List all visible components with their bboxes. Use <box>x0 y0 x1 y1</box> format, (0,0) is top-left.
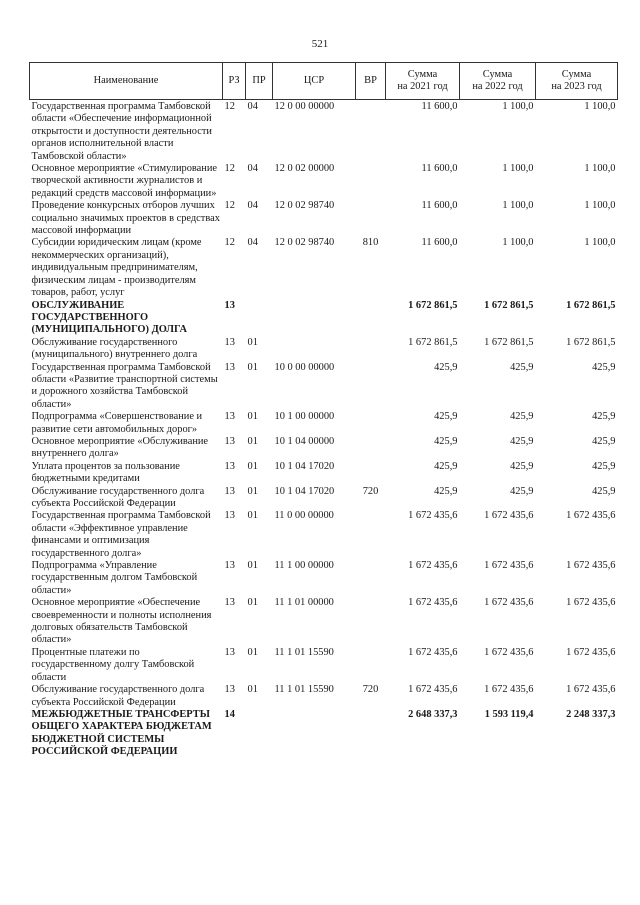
cell-sum-2022: 1 672 861,5 <box>484 336 534 348</box>
cell-name: Подпрограмма «Совершенствование и развитие сети автомобильных дорог» <box>31 411 203 435</box>
cell-sum-2023: 1 672 435,6 <box>566 510 616 522</box>
table-row <box>30 100 618 164</box>
table-row <box>30 461 618 486</box>
cell-sum-2022: 425,9 <box>510 361 534 373</box>
cell-rz: 14 <box>224 708 235 720</box>
cell-sum-2021: 1 672 435,6 <box>408 646 458 658</box>
cell-pr: 04 <box>247 101 258 112</box>
cell-sum-2022: 1 672 435,6 <box>484 646 534 658</box>
cell-vr <box>356 100 386 164</box>
cell-rz: 12 <box>224 237 235 249</box>
header-sum-2022-line2: на 2022 год <box>472 81 523 92</box>
cell-sum-2022: 1 100,0 <box>502 237 534 249</box>
cell-sum-2021: 1 672 861,5 <box>408 299 458 311</box>
table-row <box>30 597 618 647</box>
cell-sum-2021: 1 672 435,6 <box>408 560 458 572</box>
cell-sum-2021: 425,9 <box>434 485 458 497</box>
cell-rz: 13 <box>224 460 235 472</box>
cell-sum-2022: 425,9 <box>510 435 534 447</box>
table-row <box>30 362 618 412</box>
cell-name: Основное мероприятие «Стимулирование творческой активности журналистов и редакций средств массовой информации» <box>31 163 218 199</box>
cell-csr: 12 0 00 00000 <box>274 101 335 112</box>
cell-vr <box>356 436 386 461</box>
cell-csr: 12 0 02 00000 <box>274 163 335 175</box>
cell-rz: 12 <box>224 163 235 175</box>
cell-sum-2021: 425,9 <box>434 460 458 472</box>
table-row <box>30 411 618 436</box>
cell-vr: 810 <box>362 237 379 249</box>
header-vr: ВР <box>356 63 386 100</box>
cell-sum-2023: 1 100,0 <box>584 237 616 249</box>
cell-vr <box>356 200 386 237</box>
cell-sum-2021: 1 672 861,5 <box>408 336 458 348</box>
cell-name: Государственная программа Тамбовской области «Обеспечение информационной открытости и доступности деятельности органов исполнительной власти Тамбовской области» <box>31 101 212 162</box>
cell-sum-2021: 1 672 435,6 <box>408 597 458 609</box>
cell-sum-2023: 1 672 435,6 <box>566 597 616 609</box>
cell-sum-2021: 2 648 337,3 <box>408 708 458 720</box>
cell-name: Уплата процентов за пользование бюджетными кредитами <box>31 460 180 485</box>
cell-vr: 720 <box>362 485 379 497</box>
cell-sum-2021: 11 600,0 <box>421 101 458 112</box>
cell-sum-2023: 1 672 435,6 <box>566 684 616 696</box>
header-sum-2022 <box>460 63 536 100</box>
header-sum-2023 <box>536 63 618 100</box>
header-sum-2021 <box>386 63 460 100</box>
cell-sum-2022: 425,9 <box>510 485 534 497</box>
cell-rz: 13 <box>224 684 235 696</box>
header-sum-2023-line2: на 2023 год <box>551 81 602 92</box>
header-csr: ЦСР <box>273 63 356 100</box>
cell-pr: 01 <box>247 411 258 423</box>
cell-sum-2022: 425,9 <box>510 411 534 423</box>
cell-pr: 01 <box>247 646 258 658</box>
cell-csr: 11 1 01 00000 <box>274 597 334 609</box>
cell-name: Государственная программа Тамбовской области «Эффективное управление финансами и оптимизация государственного долга» <box>31 510 211 559</box>
cell-sum-2021: 11 600,0 <box>421 237 458 249</box>
cell-sum-2021: 1 672 435,6 <box>408 684 458 696</box>
cell-csr: 10 0 00 00000 <box>274 361 335 373</box>
table-row <box>30 684 618 709</box>
table-row <box>30 163 618 200</box>
cell-sum-2021: 425,9 <box>434 411 458 423</box>
table-row <box>30 436 618 461</box>
cell-sum-2022: 1 672 435,6 <box>484 560 534 572</box>
cell-sum-2021: 425,9 <box>434 435 458 447</box>
cell-sum-2022: 1 672 435,6 <box>484 510 534 522</box>
cell-sum-2021: 11 600,0 <box>421 200 458 212</box>
cell-csr: 10 1 04 17020 <box>274 485 335 497</box>
cell-name: Проведение конкурсных отборов лучших социально значимых проектов в средствах массовой информации <box>31 200 220 237</box>
cell-vr <box>356 300 386 337</box>
cell-vr <box>356 337 386 362</box>
cell-csr: 12 0 02 98740 <box>274 200 335 212</box>
cell-sum-2021: 425,9 <box>434 361 458 373</box>
cell-name: Основное мероприятие «Обеспечение своевременности и полноты исполнения долговых обязательств Тамбовской области» <box>31 597 212 646</box>
header-pr: ПР <box>246 63 273 100</box>
cell-sum-2021: 11 600,0 <box>421 163 458 175</box>
cell-sum-2023: 425,9 <box>592 361 616 373</box>
cell-rz: 13 <box>224 336 235 348</box>
cell-name: ОБСЛУЖИВАНИЕ ГОСУДАРСТВЕННОГО (МУНИЦИПАЛЬНОГО) ДОЛГА <box>31 299 188 336</box>
cell-name: Основное мероприятие «Обслуживание внутреннего долга» <box>31 435 209 460</box>
cell-vr <box>356 461 386 486</box>
cell-rz: 13 <box>224 560 235 572</box>
cell-pr: 01 <box>247 597 258 609</box>
cell-sum-2023: 1 100,0 <box>584 200 616 212</box>
cell-vr <box>356 560 386 597</box>
cell-name: Подпрограмма «Управление государственным долгом Тамбовской области» <box>31 560 198 596</box>
cell-vr <box>356 597 386 647</box>
table-row <box>30 510 618 560</box>
cell-rz: 13 <box>224 485 235 497</box>
cell-name: Процентные платежи по государственному долгу Тамбовской области <box>31 646 195 683</box>
cell-pr: 01 <box>247 485 258 497</box>
header-sum-2022-line1: Сумма <box>482 69 513 80</box>
cell-sum-2022: 1 100,0 <box>502 163 534 175</box>
cell-sum-2021: 1 672 435,6 <box>408 510 458 522</box>
cell-csr <box>273 337 356 362</box>
header-sum-2021-line1: Сумма <box>407 69 438 80</box>
cell-sum-2022: 1 100,0 <box>502 101 534 112</box>
header-sum-2023-line1: Сумма <box>561 69 592 80</box>
cell-pr: 01 <box>247 560 258 572</box>
cell-sum-2023: 1 672 861,5 <box>566 299 616 311</box>
table-body <box>30 100 618 759</box>
cell-sum-2023: 1 672 435,6 <box>566 560 616 572</box>
table-row <box>30 486 618 511</box>
cell-vr <box>356 647 386 684</box>
cell-sum-2022: 1 672 435,6 <box>484 684 534 696</box>
cell-rz: 13 <box>224 435 235 447</box>
cell-pr: 01 <box>247 460 258 472</box>
cell-pr: 01 <box>247 510 258 522</box>
cell-csr: 10 1 00 00000 <box>274 411 335 423</box>
cell-rz: 13 <box>224 597 235 609</box>
page-number: 521 <box>311 38 329 50</box>
header-name: Наименование <box>30 63 223 100</box>
table-row <box>30 200 618 237</box>
cell-sum-2023: 1 100,0 <box>584 163 616 175</box>
cell-pr: 01 <box>247 435 258 447</box>
cell-csr: 11 0 00 00000 <box>274 510 334 522</box>
cell-sum-2022: 1 593 119,4 <box>484 708 534 720</box>
cell-name: Субсидии юридическим лицам (кроме некоммерческих организаций), индивидуальным предпринимателям, физическим лицам - производителям товаров, работ, услуг <box>31 237 202 299</box>
cell-rz: 13 <box>224 411 235 423</box>
cell-csr <box>273 300 356 337</box>
cell-name: Обслуживание государственного долга субъекта Российской Федерации <box>31 485 205 509</box>
cell-csr: 10 1 04 00000 <box>274 435 335 447</box>
cell-csr: 12 0 02 98740 <box>274 237 335 249</box>
table-header-row <box>30 63 618 100</box>
cell-sum-2023: 1 100,0 <box>584 101 616 112</box>
table-row <box>30 647 618 684</box>
cell-pr: 04 <box>247 237 258 249</box>
cell-csr: 10 1 04 17020 <box>274 460 335 472</box>
cell-pr: 01 <box>247 361 258 373</box>
cell-pr <box>246 709 273 759</box>
table-row <box>30 709 618 759</box>
cell-sum-2023: 425,9 <box>592 485 616 497</box>
cell-sum-2022: 425,9 <box>510 460 534 472</box>
cell-sum-2023: 1 672 861,5 <box>566 336 616 348</box>
header-rz: РЗ <box>223 63 246 100</box>
cell-pr: 01 <box>247 336 258 348</box>
cell-vr <box>356 709 386 759</box>
cell-rz: 13 <box>224 299 235 311</box>
cell-sum-2022: 1 672 435,6 <box>484 597 534 609</box>
cell-rz: 13 <box>224 510 235 522</box>
cell-csr: 11 1 01 15590 <box>274 684 334 696</box>
table-row <box>30 300 618 337</box>
cell-vr: 720 <box>362 684 379 696</box>
cell-sum-2022: 1 100,0 <box>502 200 534 212</box>
cell-rz: 13 <box>224 646 235 658</box>
cell-csr <box>273 709 356 759</box>
cell-vr <box>356 362 386 412</box>
cell-vr <box>356 163 386 200</box>
cell-rz: 12 <box>224 101 235 112</box>
cell-sum-2023: 425,9 <box>592 435 616 447</box>
cell-sum-2023: 2 248 337,3 <box>566 708 616 720</box>
table-row <box>30 237 618 299</box>
cell-name: Государственная программа Тамбовской области «Развитие транспортной системы и дорожного хозяйства Тамбовской области» <box>31 361 218 410</box>
header-sum-2021-line2: на 2021 год <box>397 81 448 92</box>
cell-vr <box>356 411 386 436</box>
cell-vr <box>356 510 386 560</box>
cell-sum-2022: 1 672 861,5 <box>484 299 534 311</box>
cell-sum-2023: 425,9 <box>592 411 616 423</box>
cell-pr: 04 <box>247 200 258 212</box>
table-row <box>30 560 618 597</box>
cell-pr: 01 <box>247 684 258 696</box>
cell-pr: 04 <box>247 163 258 175</box>
cell-name: Обслуживание государственного долга субъекта Российской Федерации <box>31 684 205 708</box>
cell-name: Обслуживание государственного (муниципального) внутреннего долга <box>31 336 198 361</box>
cell-rz: 12 <box>224 200 235 212</box>
cell-rz: 13 <box>224 361 235 373</box>
cell-pr <box>246 300 273 337</box>
cell-csr: 11 1 00 00000 <box>274 560 334 572</box>
cell-sum-2023: 425,9 <box>592 460 616 472</box>
budget-table <box>29 62 618 759</box>
cell-name: МЕЖБЮДЖЕТНЫЕ ТРАНСФЕРТЫ ОБЩЕГО ХАРАКТЕРА БЮДЖЕТАМ БЮДЖЕТНОЙ СИСТЕМЫ РОССИЙСКОЙ ФЕДЕРАЦИИ <box>31 708 212 758</box>
cell-sum-2023: 1 672 435,6 <box>566 646 616 658</box>
table-row <box>30 337 618 362</box>
cell-csr: 11 1 01 15590 <box>274 646 334 658</box>
